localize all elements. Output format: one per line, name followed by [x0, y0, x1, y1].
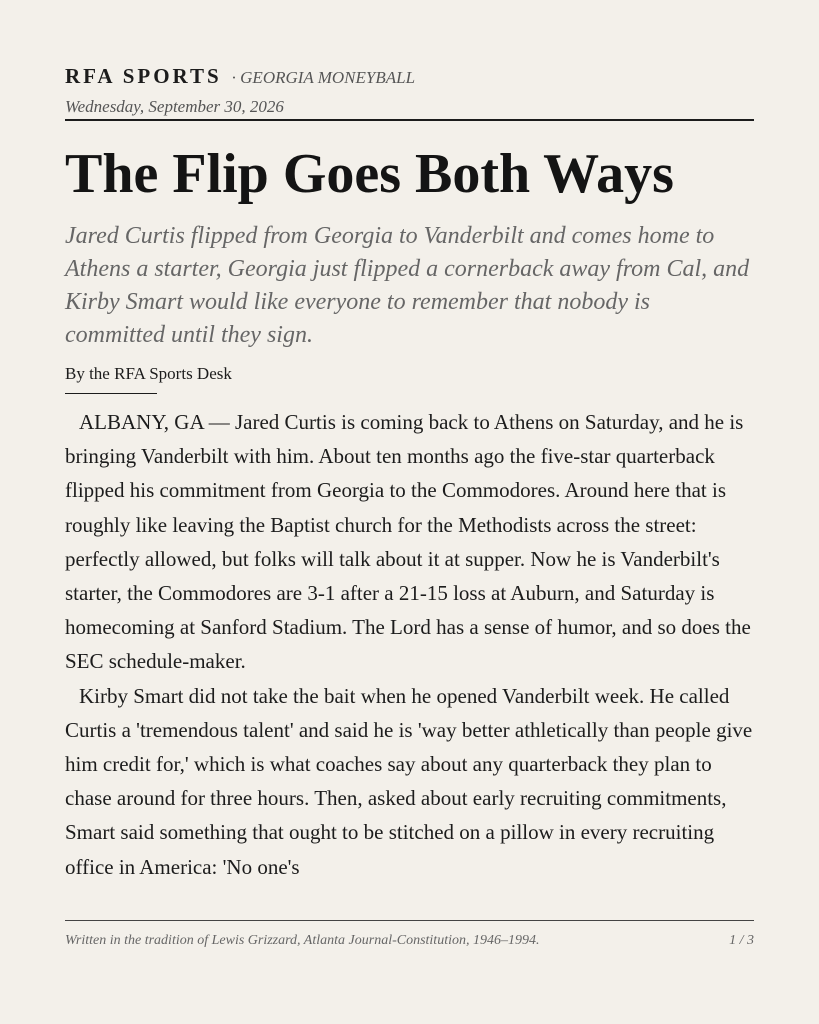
byline-divider [65, 393, 157, 394]
article-body [65, 405, 754, 915]
byline: By the RFA Sports Desk [65, 364, 232, 383]
footer-divider [65, 920, 754, 921]
brand-name: RFA SPORTS [65, 64, 222, 88]
masthead-divider [65, 119, 754, 121]
article-page [65, 0, 754, 1024]
body-paragraph: ALBANY, GA — Jared Curtis is coming back to Athens on Saturday, and he is bringing Vanderbilt with him. About ten months ago the five-star quarterback flipped his commitment from Georgia to the Commodores. Around here that is roughly like leaving the Baptist church for the Methodists across the street: perfectly allowed, but folks will talk about it at supper. Now he is Vanderbilt's starter, the Commodores are 3-1 after a 21-15 loss at Auburn, and Saturday is homecoming at Sanford Stadium. The Lord has a sense of humor, and so does the SEC schedule-maker. [65, 410, 751, 674]
section-name: · GEORGIA MONEYBALL [231, 68, 416, 87]
footer-credit: Written in the tradition of Lewis Grizzard, Atlanta Journal-Constitution, 1946–1994. [65, 933, 540, 948]
masthead [65, 64, 754, 94]
page-number: 1 / 3 [729, 933, 754, 948]
body-paragraph: Kirby Smart did not take the bait when he opened Vanderbilt week. He called Curtis a 'tremendous talent' and said he is 'way better athletically than people give him credit for,' which is what coaches say about any quarterback they plan to chase around for three hours. Then, asked about early recruiting commitments, Smart said something that ought to be stitched on a pillow in every recruiting office in America: 'No one's [65, 683, 753, 879]
dek: Jared Curtis flipped from Georgia to Vanderbilt and comes home to Athens a starter, Georgia just flipped a cornerback away from Cal, and Kirby Smart would like everyone to remember that nobody is committed until they sign. [65, 223, 750, 348]
publication-date: Wednesday, September 30, 2026 [65, 97, 284, 116]
headline: The Flip Goes Both Ways [65, 143, 674, 205]
